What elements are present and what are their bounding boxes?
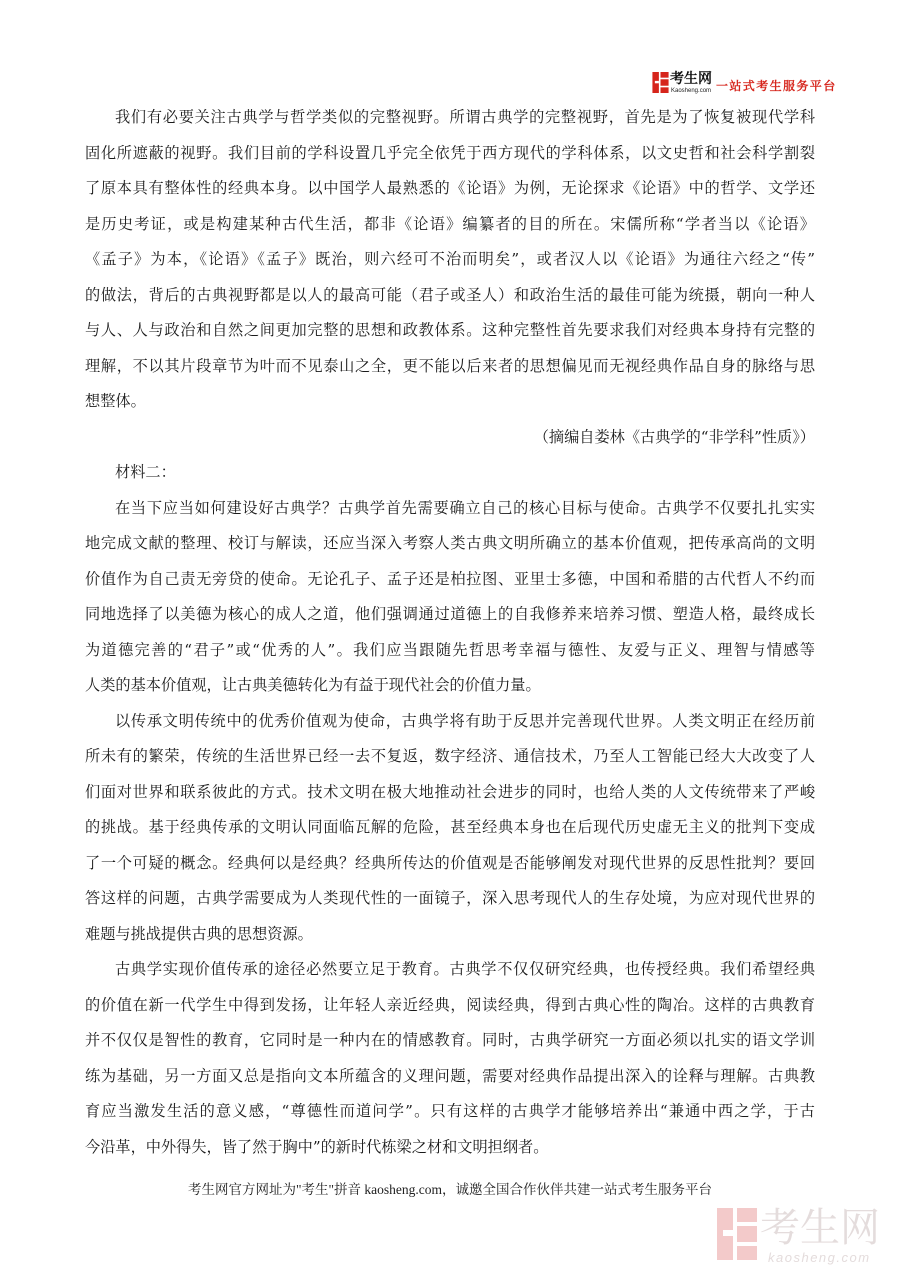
text-line: 的挑战。基于经典传承的文明认同面临瓦解的危险，甚至经典本身也在后现代历史虚无主义的批判下变成 [85, 818, 815, 836]
text-line: 难题与挑战提供古典的思想资源。 [85, 924, 313, 943]
text-line: 古典学实现价值传承的途径必然要立足于教育。古典学不仅仅研究经典，也传授经典。我们希望经典 [115, 960, 815, 978]
text-line: 练为基础，另一方面又总是指向文本所蕴含的义理问题，需要对经典作品提出深入的诠释与理解。古典教 [85, 1066, 815, 1085]
text-line: 地完成文献的整理、校订与解读，还应当深入考察人类古典文明所确立的基本价值观，把传承高尚的文明 [85, 534, 815, 552]
text-line: 并不仅仅是智性的教育，它同时是一种内在的情感教育。同时，古典学研究一方面必须以扎实的语文学训 [85, 1031, 815, 1049]
text-line: 了一个可疑的概念。经典何以是经典？经典所传达的价值观是否能够阐发对现代世界的反思性批判？要回 [85, 853, 815, 872]
kaosheng-logo-icon [717, 1207, 757, 1261]
text-line: 价值作为自己责无旁贷的使命。无论孔子、孟子还是柏拉图、亚里士多德，中国和希腊的古代哲人不约而 [85, 569, 815, 588]
paragraph [85, 491, 815, 704]
text-line: 今沿革，中外得失，皆了然于胸中”的新时代栋梁之材和文明担纲者。 [85, 1137, 549, 1156]
text-line: 在当下应当如何建设好古典学？古典学首先需要确立自己的核心目标与使命。古典学不仅要扎扎实实 [115, 498, 815, 517]
text-line: 的做法，背后的古典视野都是以人的最高可能（君子或圣人）和政治生活的最佳可能为统摄，朝向一种人 [85, 285, 815, 304]
text-line: 想整体。 [85, 392, 146, 410]
section-label: 材料二： [115, 463, 176, 481]
paragraph [85, 704, 815, 953]
header-brand-domain: Kaosheng.com [671, 88, 712, 94]
text-line: 与人、人与政治和自然之间更加完整的思想和政教体系。这种完整性首先要求我们对经典本身持有完整的 [85, 321, 815, 339]
text-line: 所未有的繁荣，传统的生活世界已经一去不复返，数字经济、通信技术，乃至人工智能已经大大改变了人 [85, 747, 815, 765]
header-brand: 考生网 [670, 71, 712, 87]
text-line: 《孟子》为本，《论语》《孟子》既治，则六经可不治而明矣”，或者汉人以《论语》为通往六经之“传” [85, 250, 815, 268]
text-line: 我们有必要关注古典学与哲学类似的完整视野。所谓古典学的完整视野，首先是为了恢复被现代学科 [115, 108, 815, 126]
text-line: 们面对世界和联系彼此的方式。技术文明在极大地推动社会进步的同时，也给人类的人文传统带来了严峻 [85, 782, 815, 801]
source-attribution: （摘编自娄林《古典学的“非学科”性质》） [533, 427, 815, 446]
text-line: 固化所遮蔽的视野。我们目前的学科设置几乎完全依凭于西方现代的学科体系，以文史哲和社会科学割裂 [85, 143, 815, 162]
text-line: 为道德完善的“君子”或“优秀的人”。我们应当跟随先哲思考幸福与德性、友爱与正义、理智与情感等 [85, 640, 815, 659]
kaosheng-logo-icon [652, 72, 669, 93]
watermark-domain: kaosheng.com [768, 1250, 871, 1265]
text-line: 人类的基本价值观，让古典美德转化为有益于现代社会的价值力量。 [85, 676, 541, 694]
document-body [85, 100, 815, 1165]
watermark-brand: 考生网 [760, 1205, 880, 1251]
text-line: 是历史考证，或是构建某种古代生活，都非《论语》编纂者的目的所在。宋儒所称“学者当以《论语》 [85, 214, 815, 233]
text-line: 理解，不以其片段章节为叶而不见泰山之全，更不能以后来者的思想偏见而无视经典作品自身的脉络与思 [85, 356, 815, 375]
text-line: 以传承文明传统中的优秀价值观为使命，古典学将有助于反思并完善现代世界。人类文明正在经历前 [115, 711, 815, 730]
page-footer: 考生网官方网址为"考生"拼音 kaosheng.com，诚邀全国合作伙伴共建一站式考生服务平台 [187, 1182, 712, 1197]
header-slogan: 一站式考生服务平台 [716, 79, 837, 93]
text-line: 了原本具有整体性的经典本身。以中国学人最熟悉的《论语》为例，无论探求《论语》中的哲学、文学还 [85, 179, 815, 197]
paragraph [85, 100, 815, 420]
text-line: 育应当激发生活的意义感，“尊德性而道问学”。只有这样的古典学才能够培养出“兼通中西之学，于古 [85, 1102, 815, 1120]
text-line: 答这样的问题，古典学需要成为人类现代性的一面镜子，深入思考现代人的生存处境，为应对现代世界的 [85, 889, 815, 907]
text-line: 的价值在新一代学生中得到发扬，让年轻人亲近经典，阅读经典，得到古典心性的陶冶。这样的古典教育 [85, 995, 815, 1014]
paragraph [85, 952, 815, 1165]
text-line: 同地选择了以美德为核心的成人之道，他们强调通过道德上的自我修养来培养习惯、塑造人格，最终成长 [85, 605, 815, 623]
